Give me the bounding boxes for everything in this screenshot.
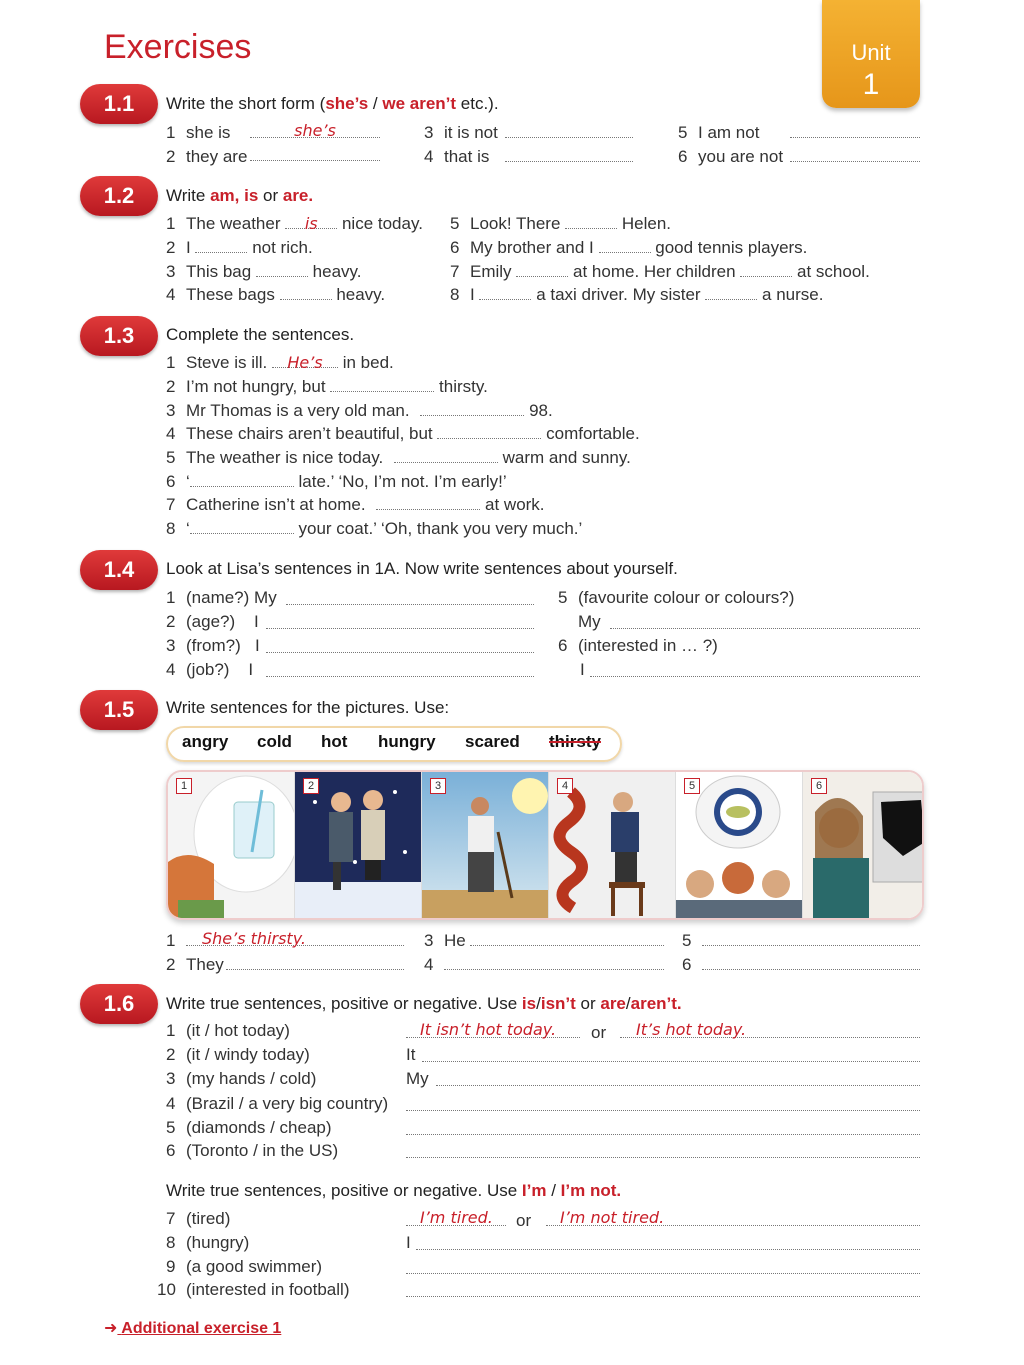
answer-line[interactable] (702, 945, 920, 946)
list-item: 1 Steve is ill. He’s in bed. (166, 353, 394, 372)
answer-blank[interactable] (394, 448, 498, 463)
answer-line[interactable] (702, 969, 920, 970)
list-item: 7 Catherine isn’t at home. at work. (166, 495, 545, 514)
exercise-instruction: Write am, is or are. (166, 186, 314, 205)
exercise-instruction: Write the short form (she’s / we aren’t etc.). (166, 94, 499, 113)
picture-hungry (676, 772, 803, 918)
answer-line[interactable] (620, 1020, 920, 1038)
answer-line[interactable] (266, 652, 534, 653)
unit-tab (822, 0, 920, 108)
answer-blank[interactable] (285, 214, 337, 233)
list-item: 1 (name?) My (166, 588, 277, 607)
answer-line[interactable] (505, 161, 633, 162)
list-item: 3 Mr Thomas is a very old man. 98. (166, 401, 553, 420)
list-item: 3 (my hands / cold) (166, 1069, 317, 1088)
answer-start: It (406, 1045, 416, 1064)
additional-exercise-link[interactable] (104, 1318, 281, 1338)
list-item: 9 (a good swimmer) (166, 1257, 323, 1276)
answer-line[interactable] (406, 1273, 920, 1274)
list-item: 4 These bags heavy. (166, 285, 386, 304)
list-item: 7 (tired) (166, 1209, 231, 1228)
answer-blank[interactable] (190, 519, 294, 534)
answer-line[interactable] (406, 1208, 506, 1226)
example-answer: she’s (294, 121, 336, 140)
list-item-continuation: I (580, 660, 585, 679)
exercise-badge-1-1: 1.1 (80, 84, 158, 124)
answer-line[interactable] (590, 676, 920, 677)
answer-line[interactable] (422, 1061, 920, 1062)
picture-thirsty (168, 772, 295, 918)
answer-start: My (406, 1069, 429, 1088)
answer-line[interactable] (250, 121, 380, 138)
list-item: 4 (job?) I (166, 660, 254, 679)
answer-start: I (406, 1233, 411, 1252)
example-answer: She’s thirsty. (202, 929, 307, 948)
answer-line[interactable] (444, 969, 664, 970)
list-item: 4 that is (424, 147, 490, 166)
picture-number: 2 (303, 778, 319, 794)
example-answer: I’m not tired. (560, 1208, 665, 1227)
list-item: 6 (Toronto / in the US) (166, 1141, 339, 1160)
example-answer: I’m tired. (420, 1208, 493, 1227)
exercise-badge-1-4: 1.4 (80, 550, 158, 590)
list-item: 3 (from?) I (166, 636, 260, 655)
list-item: 6 ‘ late.’ ‘No, I’m not. I’m early!’ (166, 472, 507, 491)
list-item: 6 (interested in … ?) (558, 636, 718, 655)
answer-blank[interactable] (565, 214, 617, 229)
exercise-instruction-2: Write true sentences, positive or negative. Use I’m / I’m not. (166, 1181, 622, 1200)
answer-blank[interactable] (479, 285, 531, 300)
picture-angry (803, 772, 924, 918)
picture-number: 1 (176, 778, 192, 794)
unit-number: 1 (862, 68, 880, 101)
additional-exercise-label: Additional exercise 1 (121, 1320, 282, 1337)
answer-blank[interactable] (599, 238, 651, 253)
list-item: 1 she is (166, 123, 231, 142)
or-label: or (591, 1023, 607, 1042)
word-item-used: thirsty (549, 732, 601, 751)
answer-line[interactable] (505, 137, 633, 138)
answer-blank[interactable] (195, 238, 247, 253)
answer-blank[interactable] (740, 262, 792, 277)
exercise-instruction: Write true sentences, positive or negative. Use is/isn’t or are/aren’t. (166, 994, 682, 1013)
page-title: Exercises (104, 28, 252, 66)
answer-line[interactable] (266, 676, 534, 677)
word-item: angry (182, 732, 229, 751)
answer-blank[interactable] (256, 262, 308, 277)
list-item: 4 (Brazil / a very big country) (166, 1094, 389, 1113)
unit-label: Unit (851, 40, 891, 65)
list-item: 6 you are not (678, 147, 784, 166)
answer-line[interactable] (790, 161, 920, 162)
answer-line[interactable] (416, 1249, 920, 1250)
answer-blank[interactable] (280, 285, 332, 300)
picture-number: 4 (557, 778, 573, 794)
word-item: hungry (378, 732, 436, 751)
picture-cold (295, 772, 422, 918)
list-item: 3 This bag heavy. (166, 262, 362, 281)
list-item: 5 (diamonds / cheap) (166, 1118, 332, 1137)
picture-number: 3 (430, 778, 446, 794)
list-item: 2 I not rich. (166, 238, 313, 257)
answer-blank[interactable] (272, 353, 338, 372)
list-item: 8 ‘ your coat.’ ‘Oh, thank you very much.’ (166, 519, 583, 538)
list-item: 6 My brother and I good tennis players. (450, 238, 808, 257)
list-item: 7 Emily at home. Her children at school. (450, 262, 870, 281)
answer-line[interactable] (406, 1110, 920, 1111)
answer-blank[interactable] (437, 424, 541, 439)
answer-blank[interactable] (376, 495, 480, 510)
example-answer: is (304, 214, 318, 233)
list-item: 8 I a taxi driver. My sister a nurse. (450, 285, 824, 304)
answer-blank[interactable] (190, 472, 294, 487)
exercise-instruction: Complete the sentences. (166, 325, 355, 344)
word-item: cold (257, 732, 292, 751)
answer-line[interactable] (226, 969, 404, 970)
list-item: 2 I’m not hungry, but thirsty. (166, 377, 488, 396)
list-item: 4 (424, 955, 434, 974)
list-item: 6 (682, 955, 692, 974)
exercise-badge-1-2: 1.2 (80, 176, 158, 216)
list-item: 2 (it / windy today) (166, 1045, 310, 1064)
answer-blank[interactable] (420, 401, 524, 416)
answer-line[interactable] (286, 604, 534, 605)
answer-blank[interactable] (516, 262, 568, 277)
list-item: 5 I am not (678, 123, 760, 142)
exercise-instruction: Look at Lisa’s sentences in 1A. Now write sentences about yourself. (166, 559, 678, 578)
list-item: 5 Look! There Helen. (450, 214, 672, 233)
list-item: 10 (interested in football) (157, 1280, 350, 1299)
or-label: or (516, 1211, 532, 1230)
exercise-badge-1-6: 1.6 (80, 984, 158, 1024)
answer-line[interactable] (406, 1020, 580, 1038)
answer-line[interactable] (406, 1134, 920, 1135)
picture-number: 5 (684, 778, 700, 794)
list-item: 3 it is not (424, 123, 498, 142)
example-answer: It’s hot today. (636, 1020, 747, 1039)
answer-line[interactable] (250, 160, 380, 161)
list-item: 4 These chairs aren’t beautiful, but comfortable. (166, 424, 640, 443)
list-item: 3 He (424, 931, 466, 950)
list-item: 5 (favourite colour or colours?) (558, 588, 795, 607)
list-item: 2 (age?) I (166, 612, 259, 631)
exercise-badge-1-3: 1.3 (80, 316, 158, 356)
list-item: 8 (hungry) (166, 1233, 250, 1252)
list-item-continuation: My (578, 612, 601, 631)
answer-line[interactable] (546, 1208, 920, 1226)
picture-number: 6 (811, 778, 827, 794)
list-item: 1 (166, 931, 176, 950)
exercise-instruction: Write sentences for the pictures. Use: (166, 698, 450, 717)
picture-strip (166, 770, 924, 920)
list-item: 5 The weather is nice today. warm and sunny. (166, 448, 631, 467)
list-item: 1 (it / hot today) (166, 1021, 290, 1040)
answer-blank[interactable] (705, 285, 757, 300)
list-item: 1 The weather is nice today. (166, 214, 423, 233)
example-answer: He’s (287, 353, 323, 372)
list-item: 2 They (166, 955, 224, 974)
word-box (166, 726, 622, 762)
answer-line[interactable] (266, 628, 534, 629)
picture-scared (549, 772, 676, 918)
answer-line[interactable] (406, 1296, 920, 1297)
answer-line[interactable] (186, 929, 404, 946)
exercise-badge-1-5: 1.5 (80, 690, 158, 730)
word-item: hot (321, 732, 348, 751)
picture-hot (422, 772, 549, 918)
arrow-right-icon: ➜ (104, 1320, 118, 1337)
answer-line[interactable] (406, 1157, 920, 1158)
list-item: 5 (682, 931, 692, 950)
example-answer: It isn’t hot today. (420, 1020, 557, 1039)
answer-line[interactable] (470, 945, 664, 946)
answer-line[interactable] (790, 137, 920, 138)
answer-line[interactable] (610, 628, 920, 629)
answer-blank[interactable] (330, 377, 434, 392)
answer-line[interactable] (436, 1085, 920, 1086)
list-item: 2 they are (166, 147, 248, 166)
word-item: scared (465, 732, 520, 751)
